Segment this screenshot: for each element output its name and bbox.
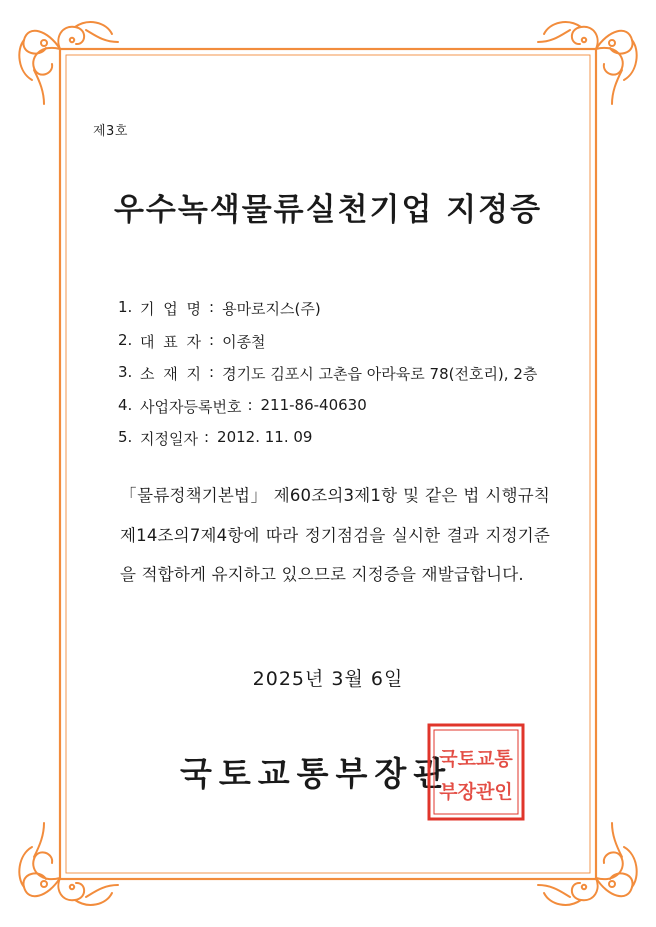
field-company-name (118, 298, 537, 331)
field-number: 4. (118, 395, 133, 414)
issuer-name: 국토교통부장관 (180, 754, 453, 793)
field-value: 2012. 11. 09 (217, 428, 313, 446)
field-label: 소 재 지 (140, 365, 204, 383)
field-value: 이종철 (222, 332, 266, 351)
field-address (118, 363, 537, 396)
field-value: 용마로지스(주) (222, 300, 321, 318)
field-designation-date (118, 428, 537, 461)
field-representative (118, 331, 537, 364)
field-separator: : (209, 298, 215, 316)
field-value: 211-86-40630 (260, 395, 367, 414)
field-number: 2. (118, 330, 133, 349)
seal-line-1: 국토교통 (439, 748, 513, 770)
field-business-registration-number (118, 396, 537, 429)
field-label: 사업자등록번호 (140, 397, 242, 416)
certificate-body-text: 「물류정책기본법」 제60조의3제1항 및 같은 법 시행규칙 제14조의7제4항에 따라 정기점검을 실시한 결과 지정기준을 적합하게 유지하고 있으므로 지정증을 재발급합니다. (120, 486, 550, 584)
field-separator: : (209, 330, 215, 349)
field-separator: : (203, 428, 210, 446)
certificate-fields (118, 298, 537, 461)
field-number: 3. (118, 363, 133, 381)
field-label: 기 업 명 (140, 300, 204, 318)
certificate-number: 제3호 (93, 124, 128, 139)
certificate-title: 우수녹색물류실천기업 지정증 (113, 192, 543, 228)
field-label: 대 표 자 (140, 332, 204, 351)
official-seal (426, 722, 526, 822)
issue-date: 2025년 3월 6일 (252, 668, 404, 690)
field-separator: : (209, 363, 215, 381)
seal-line-2: 부장관인 (439, 781, 513, 803)
field-label: 지정일자 (140, 430, 198, 448)
field-number: 1. (118, 298, 133, 316)
field-value: 경기도 김포시 고촌읍 아라육로 78(전호리), 2층 (222, 365, 538, 383)
field-number: 5. (118, 428, 133, 446)
field-separator: : (247, 395, 253, 414)
